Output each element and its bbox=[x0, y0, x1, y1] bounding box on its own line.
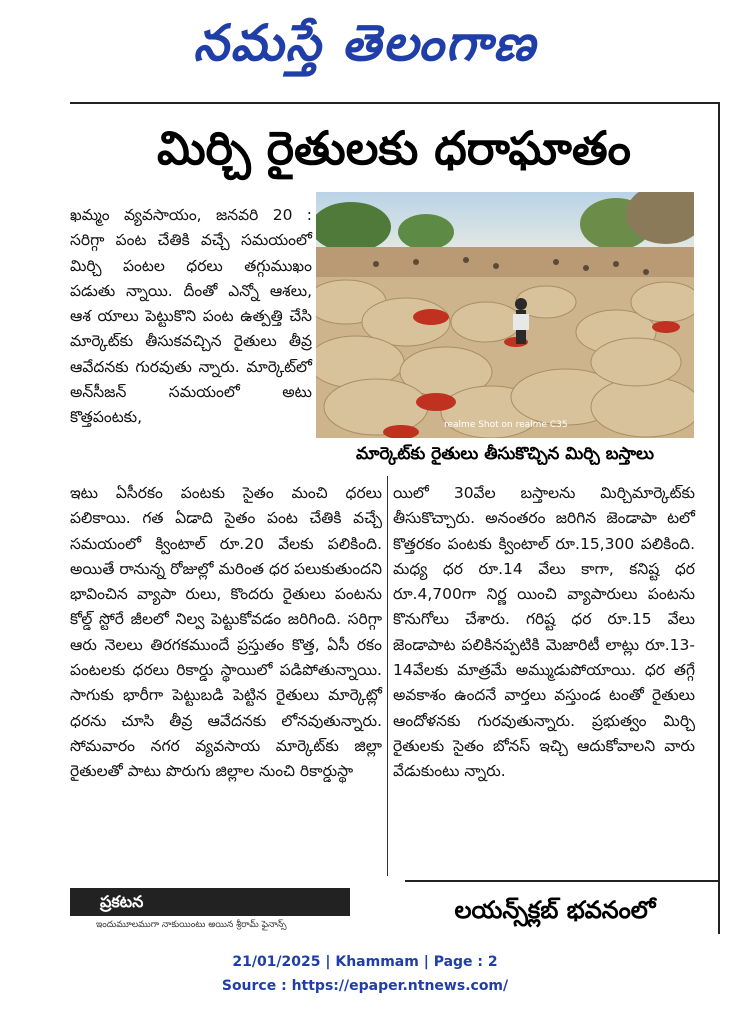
chilli-market-image bbox=[316, 192, 694, 438]
article-column-left-bottom: ఇటు ఏసీరకం పంటకు సైతం మంచి ధరలు పలికాయి. గత ఏడాది సైతం పంట చేతికి వచ్చే సమయంలో క్వింటాల్ రూ.20 వేలకు పలికింది. అయితే రానున్న రోజుల్లో మరింత ధర పలుకుతుందని భావించిన వ్యాపా రులు, కొందరు రైతులు పంటను కోల్డ్ స్టోరే జీలలో నిల్వ పెట్టుకోవడం జరిగింది. సరిగ్గా ఆరు నెలలు తిరగకముందే ప్రస్తుతం కొత్త, ఏసీ రకం పంటలకు ధరలు రికార్డు స్థాయిలో పడిపోతున్నాయి. సాగుకు భారీగా పెట్టుబడి పెట్టిన రైతులు మార్కెట్లో ధరను చూసి తీవ్ర ఆవేదనకు లోనవుతున్నారు. సోమవారం నగర వ్యవసాయ మార్కెట్‌కు జిల్లా రైతులతో పాటు పొరుగు జిల్లాల నుంచి రికార్డుస్థా bbox=[70, 484, 382, 781]
bottom-rule bbox=[405, 880, 718, 882]
next-story-headline: లయన్స్‌క్లబ్ భవనంలో bbox=[454, 896, 656, 924]
camera-watermark: realme Shot on realme C35 bbox=[444, 420, 568, 430]
notice-text: ఇందుమూలముగా నాకుయింటు అయిన శ్రీరామ్ ఫైనాన్స్ bbox=[96, 920, 287, 930]
column-divider bbox=[387, 476, 388, 876]
footer-date-edition: 21/01/2025 | Khammam | Page : 2 bbox=[232, 954, 498, 970]
notice-label: ప్రకటన bbox=[100, 892, 144, 911]
page-footer bbox=[0, 950, 730, 998]
article-column-left-top: ఖమ్మం వ్యవసాయం, జనవరి 20 : సరిగ్గా పంట చేతికి వచ్చే సమయంలో మిర్చి పంటల ధరలు తగ్గుముఖం పడుతు న్నాయి. దీంతో ఎన్నో ఆశలు, ఆశ యాలు పెట్టుకొని పంట ఉత్పత్తి చేసి మార్కెట్‌కు తీసుకవచ్చిన రైతులు తీవ్ర ఆవేదనకు గురవుతు న్నారు. మార్కెట్‌లో అన్‌సీజన్ సమయంలో అటు కొత్తపంటకు, bbox=[70, 206, 312, 427]
article-headline: మిర్చి రైతులకు ధరాఘాతం bbox=[157, 121, 631, 175]
article-column-right: యిలో 30వేల బస్తాలను మిర్చిమార్కెట్‌కు తీసుకొచ్చారు. అనంతరం జరిగిన జెండాపా టలో కొత్తరకం పంటకు క్వింటాల్ రూ.15,300 పలికింది. మధ్య ధర రూ.14 వేలు కాగా, కనిష్ట ధర రూ.4,700గా నిర్ణ యించి వ్యాపారులు పంటను కొనుగోలు చేశారు. గరిష్ట ధర రూ.15 వేలు జెండాపాట పలికినప్పటికి మెజారిటీ లాట్లు రూ.13-14వేలకు మాత్రమే అమ్ముడుపోయాయి. ధర తగ్గే అవకాశం ఉందనే వార్తలు వస్తుండ టంతో రైతులు ఆందోళనకు గురవుతున్నారు. ప్రభుత్వం మిర్చి రైతులకు సైతం బోనస్ ఇచ్చి ఆదుకోవాలని వారు వేడుకుంటు న్నారు. bbox=[393, 484, 695, 781]
top-rule bbox=[70, 102, 718, 104]
article-photo bbox=[316, 192, 694, 438]
right-border-rule bbox=[718, 102, 720, 934]
photo-caption: మార్కెట్‌కు రైతులు తీసుకొచ్చిన మిర్చి బస్తాలు bbox=[356, 444, 654, 464]
masthead bbox=[0, 0, 730, 90]
masthead-title: నమస్తే తెలంగాణ bbox=[193, 14, 537, 72]
footer-source-link[interactable]: Source : https://epaper.ntnews.com/ bbox=[221, 978, 509, 994]
